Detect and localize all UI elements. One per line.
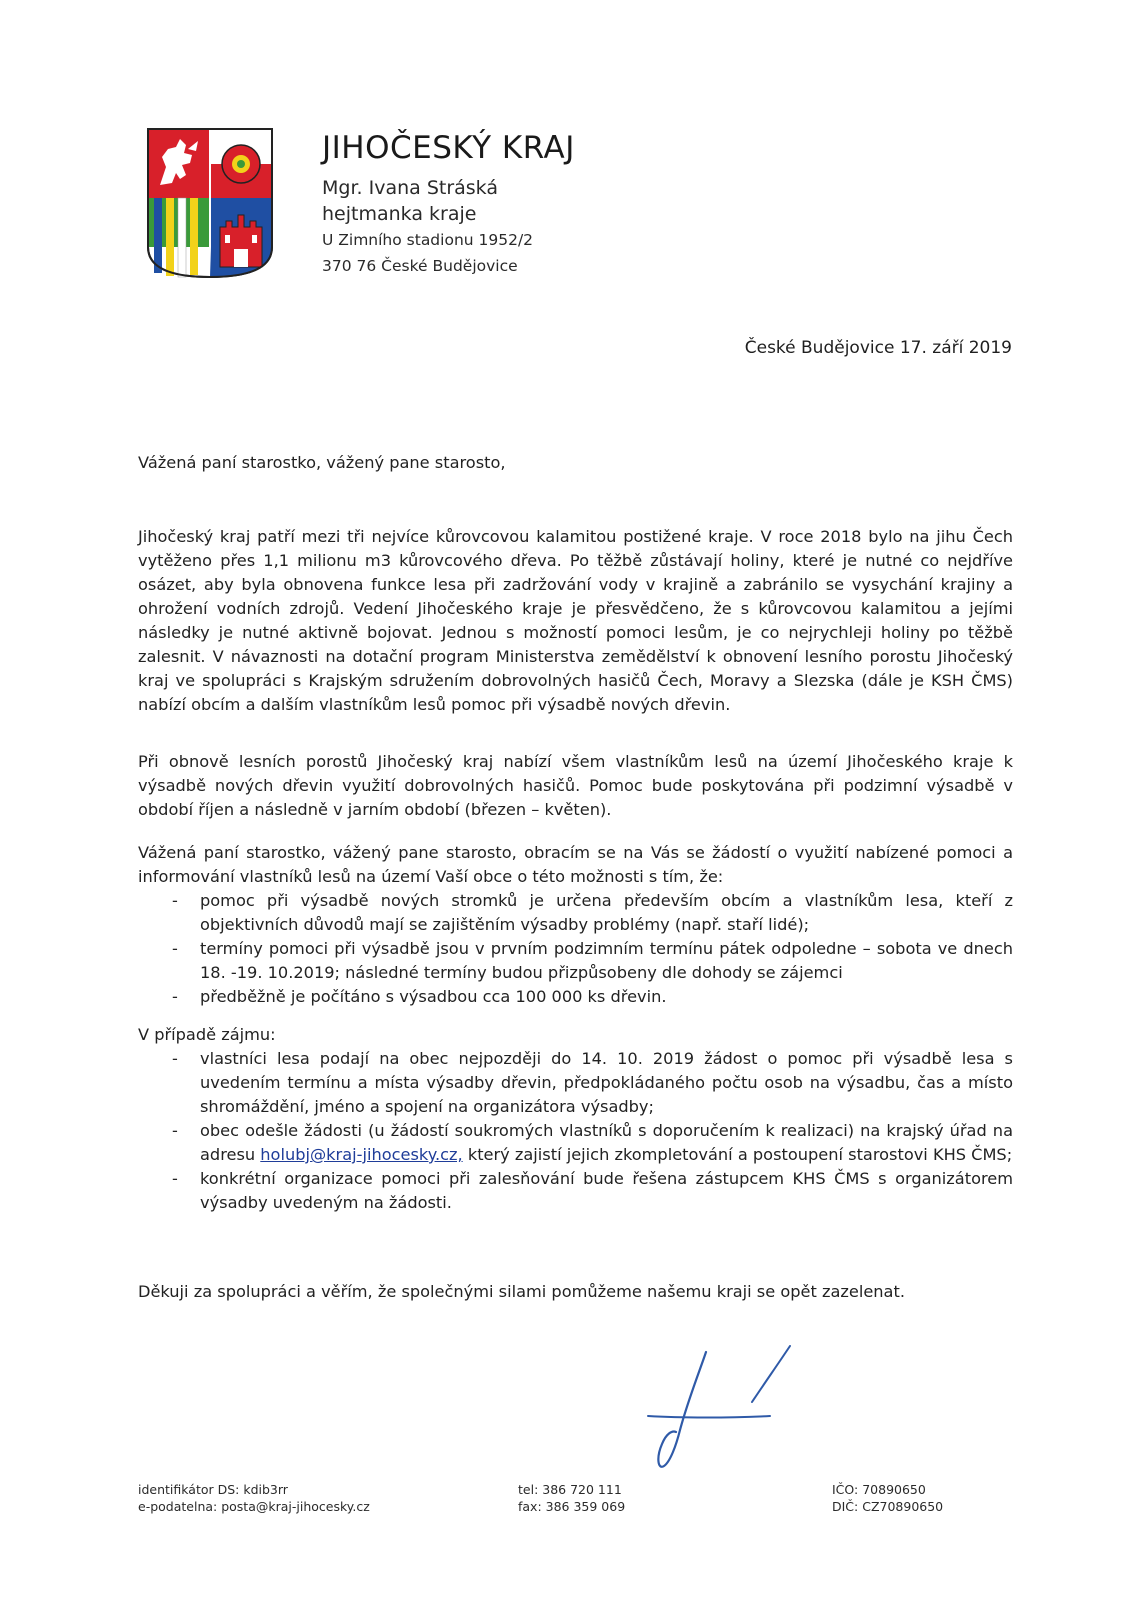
sender-name: Mgr. Ivana Stráská [322, 177, 498, 199]
list-item-text: obec odešle žádosti (u žádostí soukromých vlastníků s doporučením k realizaci) na krajský úřad na adresu [200, 1121, 1013, 1164]
list-item: - konkrétní organizace pomoci při zalesňování bude řešena zástupcem KHS ČMS s organizátorem výsadby uvedeným na žádosti. [138, 1167, 1013, 1215]
list-item: - předběžně je počítáno s výsadbou cca 100 000 ks dřevin. [138, 985, 1013, 1009]
sender-address-city: 370 76 České Budějovice [322, 257, 518, 275]
procedure-intro: V případě zájmu: [138, 1025, 276, 1044]
footer-data-box: identifikátor DS: kdib3rr [138, 1482, 288, 1497]
footer-registration [832, 1481, 943, 1515]
footer-dic: DIČ: CZ70890650 [832, 1499, 944, 1514]
footer-epodatelna: e-podatelna: posta@kraj-jihocesky.cz [138, 1499, 370, 1514]
footer-identification [138, 1481, 370, 1515]
footer-phone: tel: 386 720 111 [518, 1482, 622, 1497]
list-item: - termíny pomoci při výsadbě jsou v prvním podzimním termínu pátek odpoledne – sobota ve dnech 18. -19. 10.2019; následné termíny budou přizpůsobeny dle dohody se zájemci [138, 937, 1013, 985]
letter-date: České Budějovice 17. září 2019 [744, 338, 1012, 358]
paragraph-offer: Při obnově lesních porostů Jihočeský kraj nabízí všem vlastníkům lesů na území Jihočeského kraje k výsadbě nových dřevin využití dobrovolných hasičů. Pomoc bude poskytována při podzimní výsadbě v období říjen a následně v jarním období (březen – květen). [138, 752, 1013, 819]
footer-fax: fax: 386 359 069 [518, 1499, 626, 1514]
closing-sentence: Děkuji za spolupráci a věřím, že společnými silami pomůžeme našemu kraji se opět zazelenat. [138, 1282, 905, 1301]
request-intro: Vážená paní starostko, vážený pane starosto, obracím se na Vás se žádostí o využití nabízené pomoci a informování vlastníků lesů na území Vaší obce o této možnosti s tím, že: [138, 843, 1013, 886]
procedure-list [138, 1047, 1013, 1215]
sender-address-street: U Zimního stadionu 1952/2 [322, 231, 534, 249]
footer-contact [518, 1481, 625, 1515]
sender-block [322, 175, 533, 279]
sender-title: hejtmanka kraje [322, 203, 477, 225]
list-item: - pomoc při výsadbě nových stromků je určena především obcím a vlastníkům lesa, kteří z objektivních důvodů mají se zajištěním výsadby problémy (např. staří lidé); [138, 889, 1013, 937]
footer-ico: IČO: 70890650 [832, 1482, 926, 1497]
paragraph-procedure [138, 1023, 1013, 1215]
coat-of-arms-logo [146, 127, 274, 279]
paragraph-intro: Jihočeský kraj patří mezi tři nejvíce kůrovcovou kalamitou postižené kraje. V roce 2018 bylo na jihu Čech vytěženo přes 1,1 milionu m3 kůrovcového dřeva. Po těžbě zůstávají holiny, které je nutné co nejdříve osázet, aby byla obnovena funkce lesa při zadržování vody v krajině a zabránilo se vysychání krajiny a ohrožení vodních zdrojů. Vedení Jihočeského kraje je přesvědčeno, že s kůrovcovou kalamitou a jejími následky je nutné aktivně bojovat. Jednou s možností pomoci lesům, je co nejrychleji holiny po těžbě zalesnit. V návaznosti na dotační program Ministerstva zemědělství k obnovení lesního porostu Jihočeský kraj ve spolupráci s Krajským sdružením dobrovolných hasičů Čech, Moravy a Slezska (dále je KSH ČMS) nabízí obcím a dalším vlastníkům lesů pomoc při výsadbě nových dřevin. [138, 527, 1013, 714]
paragraph-request [138, 841, 1013, 1009]
organization-name: JIHOČESKÝ KRAJ [322, 130, 575, 166]
list-item: - vlastníci lesa podají na obec nejpozději do 14. 10. 2019 žádost o pomoc při výsadbě lesa s uvedením termínu a místa výsadby dřevin, předpokládaného počtu osob na výsadbu, čas a místo shromáždění, jméno a spojení na organizátora výsadby; [138, 1047, 1013, 1119]
request-list [138, 889, 1013, 1009]
handwritten-signature [640, 1340, 810, 1470]
list-item [138, 1119, 1013, 1167]
list-item-text: který zajistí jejich zkompletování a postoupení starostovi KHS ČMS; [462, 1145, 1013, 1164]
salutation: Vážená paní starostko, vážený pane starosto, [138, 453, 506, 472]
email-link[interactable]: holubj@kraj-jihocesky.cz, [260, 1145, 463, 1164]
